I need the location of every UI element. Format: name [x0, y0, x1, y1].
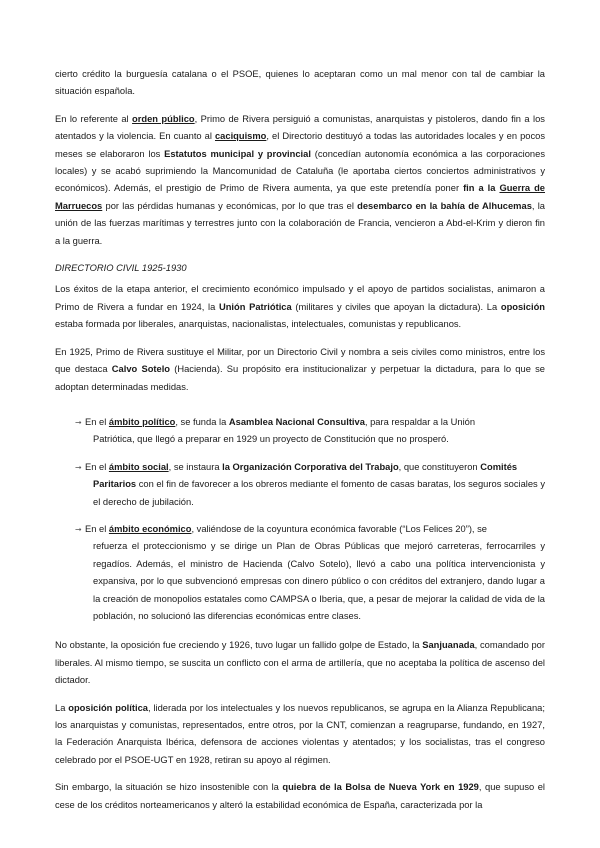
term-ambito-politico: ámbito político: [108, 416, 176, 427]
b2-r2: con el fin de favorecer a los obreros mediante el fomento de casas baratas, los seguros sociales y el derecho de jubilación.: [93, 479, 545, 507]
b3-first-line: [85, 521, 545, 538]
paragraph-1925: [55, 344, 545, 396]
paragraph-oposicion-politica: [55, 700, 545, 770]
b2-e: , que constituyeron: [398, 461, 481, 472]
b3-rest: refuerza el proteccionismo y se dirige un Plan de Obras Públicas que mejoró carreteras, ferrocarriles y regadíos. Además, el ministro de Hacienda (Calvo Sotelo), llevó a cabo una política intervencionista y expansiva, por lo que subvencionó empresas con dinero público o con créditos del extranjero, dando lugar a la creación de monopolios estatales como CAMPSA o Iberia, que, a pesar de mejorar la calidad de vida de la población, no solucionó las diferencias económicas entre clases.: [93, 541, 545, 621]
b3-a: En el: [85, 523, 109, 534]
b3-c: , valiéndose de la coyuntura económica favorable (“Los Felices 20”), se: [191, 523, 487, 534]
b1-first-line: [85, 414, 545, 431]
term-oposicion: oposición: [500, 301, 545, 312]
term-guerra-marruecos: Guerra de Marruecos: [55, 183, 545, 211]
p6-text-a: La: [55, 702, 69, 713]
arrow-bullet-icon: ➞: [75, 417, 82, 427]
p2-text-c: , Primo de Rivera persiguió a comunistas, anarquistas y pistoleros, dando fin a los atentados y la violencia. En cuanto al: [55, 113, 545, 142]
term-paritarios: Paritarios: [93, 479, 137, 490]
p5-text-a: No obstante, la oposición fue creciendo y 1926, tuvo lugar un fallido golpe de Estado, la: [55, 640, 423, 651]
p2-text-e: , el Directorio destituyó a todas las autoridades locales y en pocos meses se elaboraron los: [55, 131, 546, 159]
list-item-politico: [55, 414, 545, 449]
paragraph-directorio-civil: [55, 281, 545, 333]
b1-c: , se funda la: [175, 416, 229, 427]
b1-a: En el: [85, 416, 109, 427]
p1-text: cierto crédito la burguesía catalana o el PSOE, quienes lo aceptaran como un mal menor con tal de cambiar la situación española.: [55, 69, 545, 97]
p2-text-l: , la unión de las fuerzas marítimas y terrestres junto con la colaboración de Francia, vencieron a Abd-el-Krim y dieron fin a la guerra.: [55, 200, 545, 246]
term-fin-a-la: fin a la: [463, 183, 500, 194]
list-item-economico: [55, 521, 545, 625]
term-estatutos: Estatutos municipal y provincial: [164, 148, 311, 159]
p7-text-c: , que supuso el cese de los créditos norteamericanos y alteró la estabilidad económica de España, caracterizada por la: [55, 782, 545, 810]
term-quiebra-bolsa: quiebra de la Bolsa de Nueva York en 1929: [282, 782, 479, 793]
term-orden-publico: orden público: [132, 113, 195, 124]
term-ambito-social: ámbito social: [108, 461, 169, 472]
term-caciquismo: caciquismo: [214, 131, 267, 142]
term-union-patriotica: Unión Patriótica: [218, 301, 292, 312]
b1-rest: Patriótica, que llegó a preparar en 1929 un proyecto de Constitución que no prosperó.: [93, 434, 449, 445]
p2-text-j: por las pérdidas humanas y económicas, por lo que tras el: [102, 200, 358, 211]
term-oposicion-politica: oposición política: [68, 702, 148, 713]
p6-text-c: , liderada por los intelectuales y los nuevos republicanos, se agrupa en la Alianza Republicana; los anarquistas y comunistas, representados, entre otros, por la CNT, comienzan a reagruparse, fundando, en 1927, la Federación Anarquista Ibérica, defensora de acciones violentas y atentados; y los socialistas, tras el congreso celebrado por el PSOE-UGT en 1928, retiran su apoyo al régimen.: [55, 702, 545, 765]
p3-text-a: Los éxitos de la etapa anterior, el crecimiento económico impulsado y el apoyo de partidos socialistas, animaron a Primo de Rivera a fundar en 1924, la: [55, 284, 545, 312]
b2-rest: [85, 476, 545, 511]
document-body: [55, 66, 545, 824]
term-calvo-sotelo: Calvo Sotelo: [111, 364, 171, 375]
paragraph-bolsa: [55, 779, 545, 814]
term-ambito-economico: ámbito económico: [108, 523, 192, 534]
p3-text-c: (militares y civiles que apoyan la dictadura). La: [291, 301, 501, 312]
b1-e: , para respaldar a la Unión: [364, 416, 476, 427]
b2-a: En el: [85, 461, 109, 472]
p7-text-a: Sin embargo, la situación se hizo insostenible con la: [55, 782, 283, 793]
p4-text-c: (Hacienda). Su propósito era institucionalizar y perpetuar la dictadura, para lo que se adoptan determinadas medidas.: [55, 364, 545, 392]
paragraph-orden-publico: [55, 111, 545, 250]
paragraph-1: [55, 66, 545, 101]
b2-first-line: [85, 459, 545, 476]
measures-list: [55, 414, 545, 625]
arrow-bullet-icon: ➞: [75, 524, 82, 534]
p4-text-a: En 1925, Primo de Rivera sustituye el Militar, por un Directorio Civil y nombra a seis civiles como ministros, entre los que destaca: [55, 346, 545, 375]
section-heading: DIRECTORIO CIVIL 1925-1930: [55, 263, 187, 274]
p3-text-e: estaba formada por liberales, anarquistas, nacionalistas, intelectuales, comunistas y republicanos.: [55, 319, 462, 330]
list-item-social: [55, 459, 545, 511]
p2-text-g: (concedían autonomía económica a las corporaciones locales) y se acabó suprimiendo la Mancomunidad de Cataluña (le aportaba ciertos conciertos administrativos y económicos). Además, el prestigio de Primo de Rivera aumenta, ya que este pretendía poner: [55, 148, 545, 194]
term-sanjuanada: Sanjuanada: [422, 640, 475, 651]
term-desembarco: desembarco en la bahía de Alhucemas: [357, 200, 532, 211]
term-organizacion-corporativa: la Organización Corporativa del Trabajo: [222, 461, 399, 472]
term-comites: Comités: [480, 461, 518, 472]
paragraph-sanjuanada: [55, 637, 545, 689]
arrow-bullet-icon: ➞: [75, 462, 82, 472]
p5-text-c: , comandado por liberales. Al mismo tiempo, se suscita un conflicto con el arma de artillería, que no aceptaba la política de ascenso del dictador.: [55, 640, 545, 686]
b2-c: , se instaura: [168, 461, 223, 472]
term-asamblea: Asamblea Nacional Consultiva: [228, 416, 365, 427]
p2-text-a: En lo referente al: [55, 113, 133, 124]
